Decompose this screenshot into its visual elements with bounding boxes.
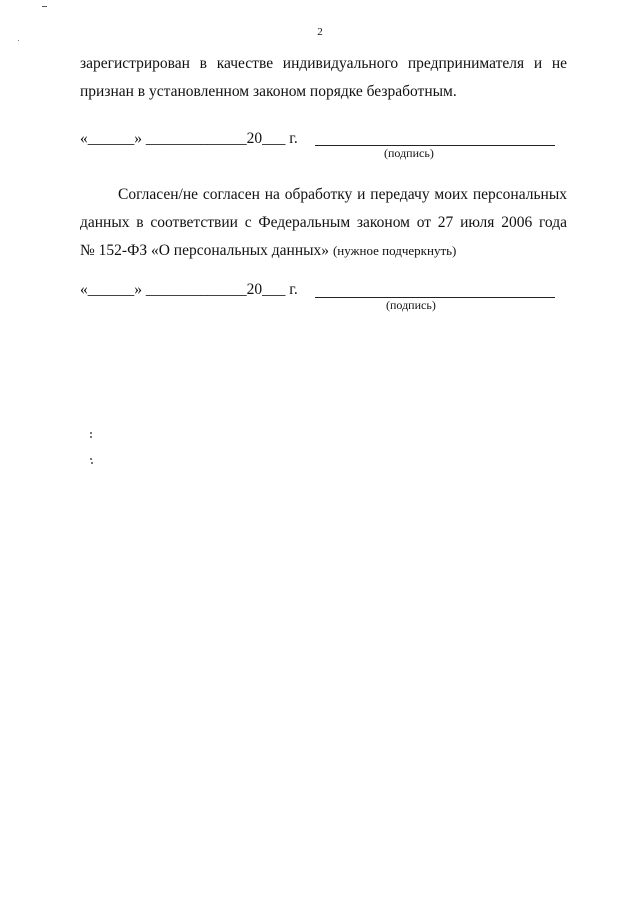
signature-caption-1: (подпись) <box>384 146 434 160</box>
date-signature-row-2 <box>80 281 567 301</box>
signature-caption-2: (подпись) <box>386 298 436 312</box>
scan-speck <box>42 6 47 7</box>
scan-speck <box>18 40 19 41</box>
underline-note: (нужное подчеркнуть) <box>332 243 457 258</box>
paragraph-line: зарегистрирован в качестве индивидуального предпринимателя и не <box>80 55 567 72</box>
page-number: 2 <box>317 26 323 38</box>
law-reference: № 152-ФЗ «О персональных данных» <box>80 242 330 259</box>
date-field-1[interactable]: «______» _____________20___ г. <box>80 130 298 147</box>
signature-line-1[interactable] <box>315 145 555 146</box>
paragraph-line: признан в установленном законом порядке безработным. <box>80 83 457 100</box>
paragraph-line: данных в соответствии с Федеральным законом от 27 июля 2006 года <box>80 214 567 231</box>
scan-speck <box>91 462 93 464</box>
paragraph-line <box>80 237 567 265</box>
paragraph-consent <box>80 181 567 265</box>
date-signature-row-1 <box>80 130 567 150</box>
paragraph-line: Согласен/не согласен на обработку и передачу моих персональных <box>118 186 567 203</box>
date-field-2[interactable]: «______» _____________20___ г. <box>80 281 298 298</box>
paragraph-registration-status <box>80 50 567 106</box>
scan-speck <box>90 432 92 434</box>
scan-speck <box>90 436 92 438</box>
scan-speck <box>90 458 92 460</box>
